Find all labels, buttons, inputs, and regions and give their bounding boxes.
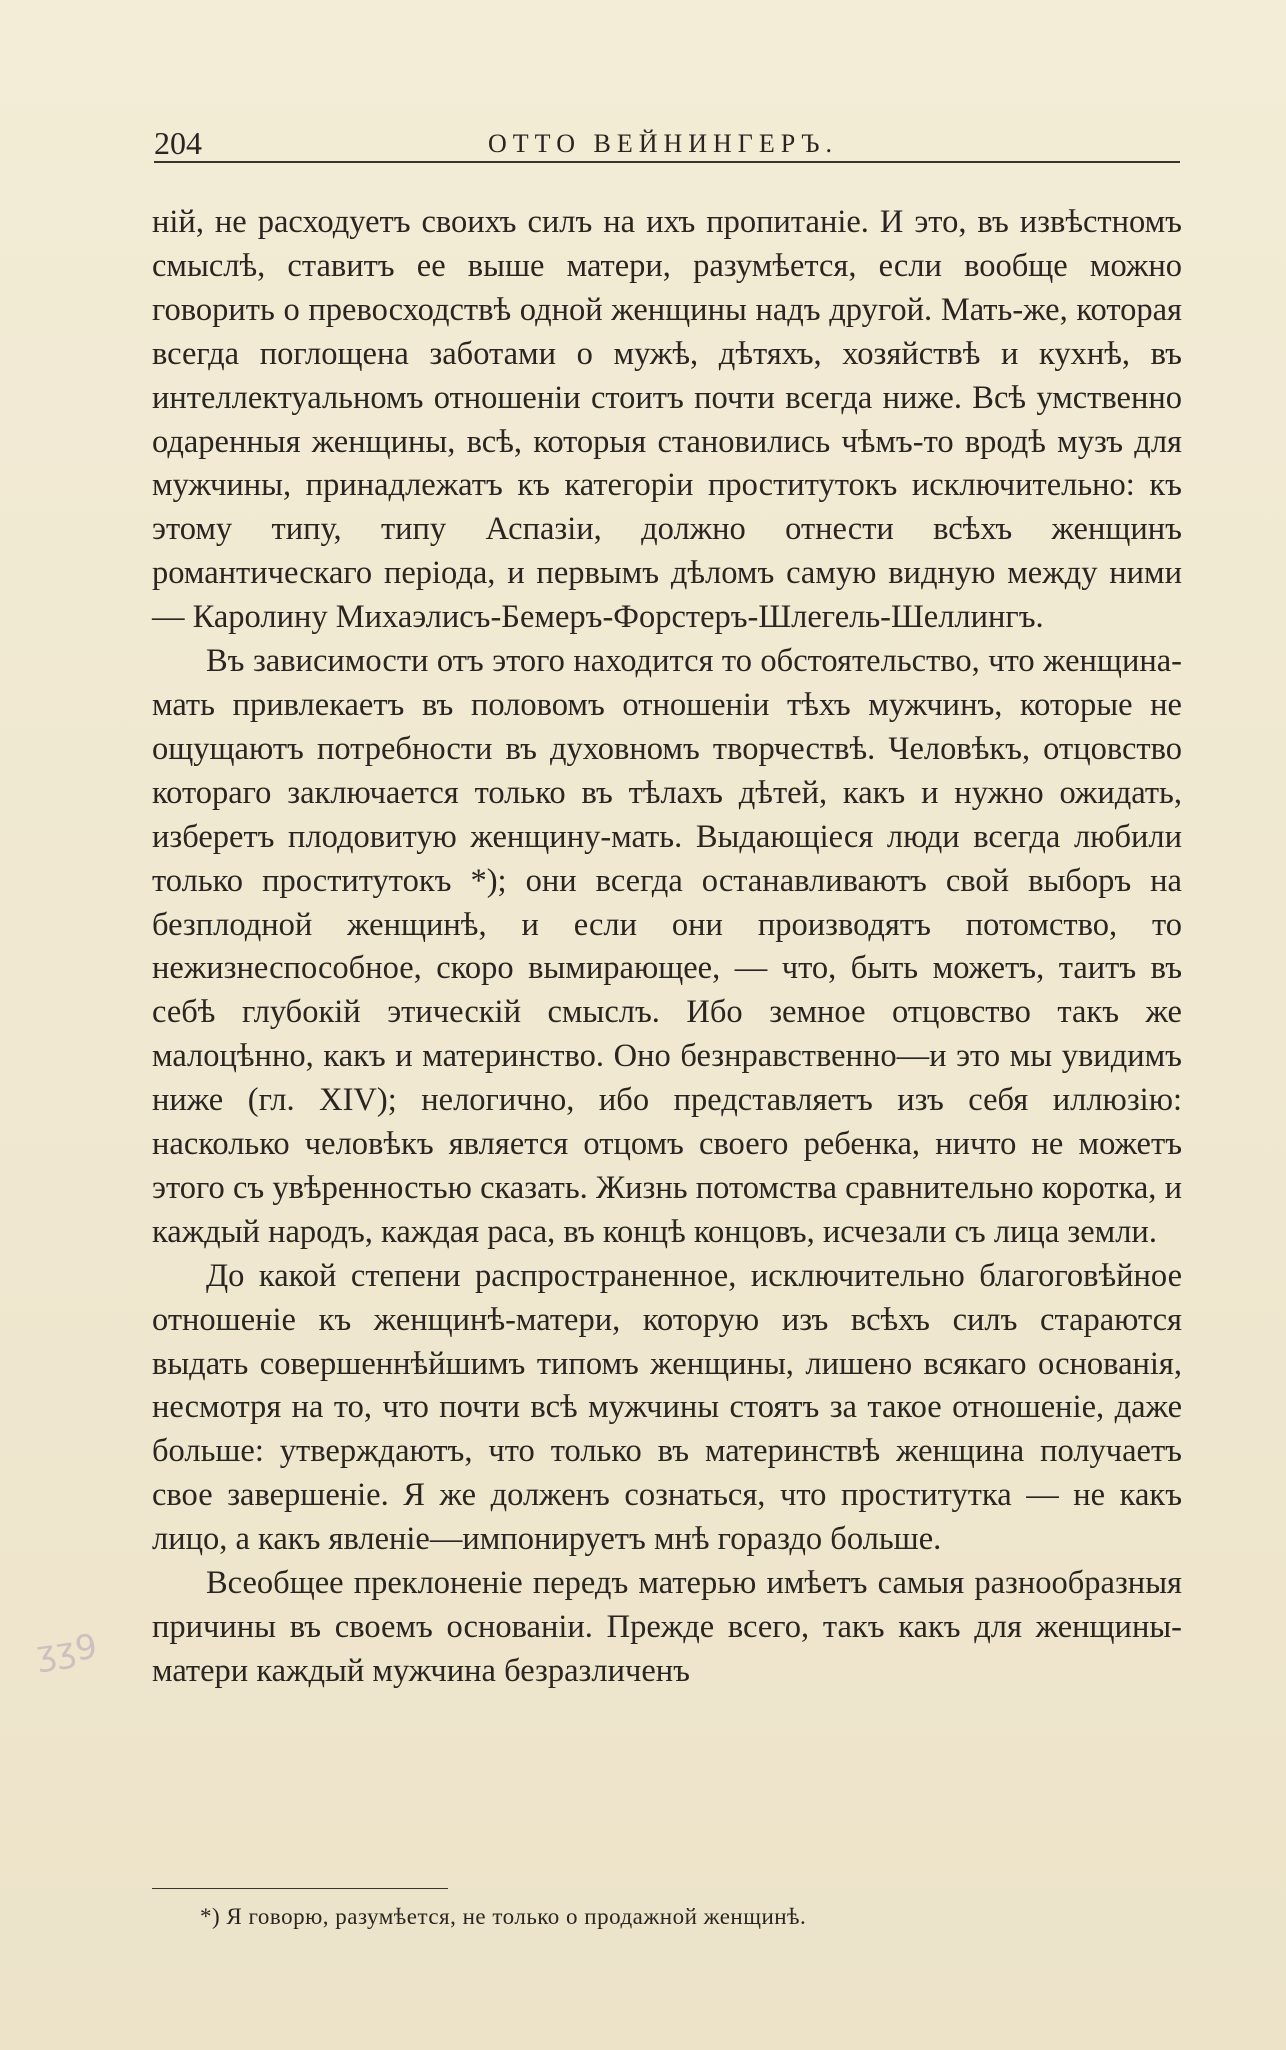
page-header	[154, 122, 1180, 164]
page-number: 204	[154, 125, 202, 161]
running-title: ОТТО ВЕЙНИНГЕРЪ.	[488, 129, 839, 158]
paragraph: Въ зависимости отъ этого находится то обстоятельство, что женщина-мать привлекаетъ въ половомъ отношеніи тѣхъ мужчинъ, которые не ощущаютъ потребности въ духовномъ творчествѣ. Человѣкъ, отцовство котораго заключается только въ тѣлахъ дѣтей, какъ и нужно ожидать, изберетъ плодовитую женщину-мать. Выдающіеся люди всегда любили только проститутокъ *); они всегда останавливаютъ свой выборъ на безплодной женщинѣ, и если они производятъ потомство, то нежизнеспособное, скоро вымирающее, — что, быть можетъ, таитъ въ себѣ глубокій этическій смыслъ. Ибо земное отцовство такъ же малоцѣнно, какъ и материнство. Оно безнравственно—и это мы увидимъ ниже (гл. XIV); нелогично, ибо представляетъ изъ себя иллюзію: насколько человѣкъ является отцомъ своего ребенка, ничто не можетъ этого съ увѣренностью сказать. Жизнь потомства сравнительно коротка, и каждый народъ, каждая раса, въ концѣ концовъ, исчезали съ лица земли.	[152, 643, 1182, 1250]
header-rule	[154, 161, 1180, 163]
paragraph: ній, не расходуетъ своихъ силъ на ихъ пропитаніе. И это, въ извѣстномъ смыслѣ, ставитъ ее выше матери, разумѣется, если вообще можно говорить о превосходствѣ одной женщины надъ другой. Мать-же, которая всегда поглощена заботами о мужѣ, дѣтяхъ, хозяйствѣ и кухнѣ, въ интеллектуальномъ отношеніи стоитъ почти всегда ниже. Всѣ умственно одаренныя женщины, всѣ, которыя становились чѣмъ-то вродѣ музъ для мужчины, принадлежатъ къ категоріи проститутокъ исключительно: къ этому типу, типу Аспазіи, должно отнести всѣхъ женщинъ романтическаго періода, и первымъ дѣломъ самую видную между ними— Каролину Михаэлисъ-Бемеръ-Форстеръ-Шлегель-Шеллингъ.	[152, 204, 1182, 636]
margin-pencil-note: ʒʒ9	[33, 1626, 100, 1675]
body-text	[152, 201, 1182, 1694]
paragraph: До какой степени распространенное, исключительно благоговѣйное отношеніе къ женщинѣ-матери, которую изъ всѣхъ силъ стараются выдать совершеннѣйшимъ типомъ женщины, лишено всякаго основанія, несмотря на то, что почти всѣ мужчины стоятъ за такое отношеніе, даже больше: утверждаютъ, что только въ материнствѣ женщина получаетъ свое завершеніе. Я же долженъ сознаться, что проститутка — не какъ лицо, а какъ явленіе—импонируетъ мнѣ гораздо больше.	[152, 1257, 1182, 1558]
paragraph: Всеобщее преклоненіе передъ матерью имѣетъ самыя разнообразныя причины въ своемъ основаніи. Прежде всего, такъ какъ для женщины-матери каждый мужчина безразличенъ	[152, 1565, 1182, 1689]
footnote-rule	[152, 1888, 448, 1889]
footnote: *) Я говорю, разумѣется, не только о продажной женщинѣ.	[200, 1904, 807, 1929]
